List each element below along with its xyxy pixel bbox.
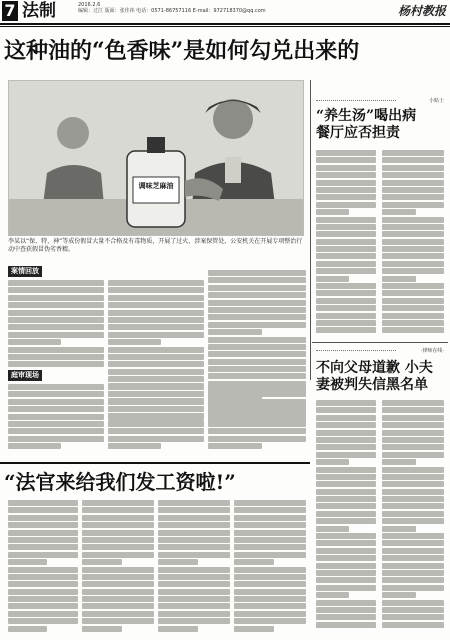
body-text-line (316, 444, 376, 450)
body-text-line (82, 507, 154, 513)
body-text-line (382, 313, 444, 319)
body-text-line (382, 150, 444, 156)
body-text-line (108, 414, 204, 420)
lead-column-1 (8, 280, 104, 374)
body-text-line (316, 533, 376, 539)
body-text-line (316, 503, 376, 509)
body-text-line (108, 406, 204, 412)
body-text-line (316, 224, 376, 230)
body-text-line (382, 268, 444, 274)
body-text-line (82, 559, 122, 565)
body-text-line (382, 194, 444, 200)
body-text-line (382, 305, 444, 311)
body-text-line (82, 581, 154, 587)
lead-column-5 (108, 384, 204, 456)
body-text-line (208, 300, 306, 306)
body-text-line (316, 150, 376, 156)
police-evidence-illustration (9, 81, 304, 236)
body-text-line (316, 217, 376, 223)
body-text-line (316, 180, 376, 186)
body-text-line (234, 530, 306, 536)
body-text-line (234, 552, 306, 558)
body-text-line (382, 511, 444, 517)
body-text-line (8, 618, 78, 624)
body-text-line (108, 280, 204, 286)
body-text-line (382, 217, 444, 223)
body-text-line (316, 239, 376, 245)
body-text-line (316, 422, 376, 428)
body-text-line (8, 443, 61, 449)
body-text-line (82, 618, 154, 624)
body-text-line (8, 626, 47, 632)
body-text-line (108, 332, 204, 338)
body-text-line (82, 567, 154, 573)
body-text-line (382, 180, 444, 186)
newspaper-brand: 杨村教报 (397, 4, 446, 18)
body-text-line (234, 611, 306, 617)
body-text-line (234, 603, 306, 609)
body-text-line (82, 589, 154, 595)
bottom-column-1 (8, 500, 78, 636)
body-text-line (316, 194, 376, 200)
body-text-line (82, 530, 154, 536)
body-text-line (316, 165, 376, 171)
body-text-line (316, 585, 376, 591)
body-text-line (8, 436, 104, 442)
sidebar-column-2 (382, 150, 444, 336)
body-text-line (382, 489, 444, 495)
body-text-line (382, 290, 444, 296)
bottom-headline: “法官来给我们发工资啦!” (4, 470, 236, 494)
body-text-line (382, 592, 416, 598)
body-text-line (158, 596, 230, 602)
body-text-line (234, 507, 306, 513)
body-text-line (108, 369, 204, 375)
body-text-line (158, 589, 230, 595)
body-text-line (8, 507, 78, 513)
body-text-line (8, 552, 78, 558)
body-text-line (208, 366, 306, 372)
body-text-line (108, 399, 204, 405)
body-text-line (8, 332, 104, 338)
body-text-line (108, 347, 204, 353)
body-text-line (382, 459, 416, 465)
column-divider (310, 80, 311, 380)
body-text-line (158, 537, 230, 543)
body-text-line (316, 327, 376, 333)
body-text-line (316, 313, 376, 319)
body-text-line (382, 518, 444, 524)
body-text-line (234, 522, 306, 528)
body-text-line (382, 231, 444, 237)
body-text-line (8, 611, 78, 617)
body-text-line (8, 295, 104, 301)
body-text-line (8, 310, 104, 316)
body-text-line (8, 603, 78, 609)
body-text-line (316, 555, 376, 561)
body-text-line (316, 437, 376, 443)
body-text-line (316, 577, 376, 583)
body-text-line (316, 518, 376, 524)
body-text-line (108, 376, 204, 382)
body-text-line (8, 428, 104, 434)
body-text-line (382, 474, 444, 480)
body-text-line (316, 563, 376, 569)
body-text-line (108, 295, 204, 301)
body-text-line (316, 407, 376, 413)
body-text-line (82, 552, 154, 558)
body-text-line (234, 559, 274, 565)
body-text-line (82, 611, 154, 617)
body-text-line (316, 209, 349, 215)
body-text-line (82, 522, 154, 528)
body-text-line (234, 567, 306, 573)
body-text-line (382, 320, 444, 326)
body-text-line (316, 511, 376, 517)
body-text-line (234, 574, 306, 580)
body-text-line (108, 384, 204, 390)
body-text-line (108, 287, 204, 293)
body-text-line (316, 467, 376, 473)
body-text-line (8, 339, 61, 345)
body-text-line (208, 307, 306, 313)
body-text-line (234, 626, 274, 632)
body-text-line (234, 581, 306, 587)
body-text-line (8, 515, 78, 521)
body-text-line (108, 302, 204, 308)
body-text-line (208, 329, 262, 335)
body-text-line (382, 600, 444, 606)
sidebar2-tag: ·律师在线· (316, 346, 444, 356)
body-text-line (208, 443, 262, 449)
body-text-line (8, 581, 78, 587)
body-text-line (316, 320, 376, 326)
body-text-line (208, 399, 306, 405)
body-text-line (158, 515, 230, 521)
bottom-column-3 (158, 500, 230, 636)
sidebar2-column-1 (316, 400, 376, 636)
body-text-line (158, 611, 230, 617)
body-text-line (382, 157, 444, 163)
body-text-line (316, 622, 376, 628)
body-text-line (316, 172, 376, 178)
body-text-line (8, 589, 78, 595)
sidebar-title: “养生汤”喝出病 餐厅应否担责 (316, 108, 417, 141)
body-text-line (108, 361, 204, 367)
lead-photo (8, 80, 304, 236)
body-text-line (208, 351, 306, 357)
body-text-line (382, 533, 444, 539)
body-text-line (316, 607, 376, 613)
body-text-line (316, 430, 376, 436)
page-header (0, 0, 450, 22)
body-text-line (316, 202, 376, 208)
body-text-line (316, 231, 376, 237)
body-text-line (108, 310, 204, 316)
body-text-line (82, 626, 122, 632)
body-text-line (382, 481, 444, 487)
body-text-line (316, 600, 376, 606)
case-review-label: 案情回放 (8, 266, 42, 277)
body-text-line (8, 302, 104, 308)
bottom-story-rule (0, 462, 310, 464)
body-text-line (316, 592, 349, 598)
photo-caption: 李某以“保、特、神”等成份假冒大量不合格及有毒物质，开展了过火，涉案保管处，公安机关在开展专项整治行动中查获假冒伪劣香精。 (8, 238, 303, 253)
body-text-line (158, 559, 198, 565)
body-text-line (316, 489, 376, 495)
body-text-line (316, 268, 376, 274)
body-text-line (108, 436, 204, 442)
body-text-line (8, 537, 78, 543)
sidebar-rule (312, 342, 448, 343)
body-text-line (158, 507, 230, 513)
body-text-line (8, 406, 104, 412)
body-text-line (158, 567, 230, 573)
body-text-line (382, 548, 444, 554)
body-text-line (208, 285, 306, 291)
body-text-line (316, 187, 376, 193)
body-text-line (316, 290, 376, 296)
body-text-line (8, 414, 104, 420)
body-text-line (208, 277, 306, 283)
body-text-line (8, 399, 104, 405)
body-text-line (108, 339, 161, 345)
body-text-line (158, 574, 230, 580)
body-text-line (316, 246, 376, 252)
body-text-line (158, 522, 230, 528)
body-text-line (316, 526, 349, 532)
body-text-line (208, 292, 306, 298)
body-text-line (158, 552, 230, 558)
body-text-line (382, 239, 444, 245)
body-text-line (382, 253, 444, 259)
body-text-line (316, 400, 376, 406)
body-text-line (382, 187, 444, 193)
body-text-line (382, 540, 444, 546)
body-text-line (382, 430, 444, 436)
body-text-line (382, 209, 416, 215)
body-text-line (382, 555, 444, 561)
body-text-line (208, 428, 306, 434)
body-text-line (208, 384, 306, 390)
body-text-line (208, 322, 306, 328)
body-text-line (82, 603, 154, 609)
body-text-line (234, 500, 306, 506)
body-text-line (8, 391, 104, 397)
body-text-line (8, 354, 104, 360)
body-text-line (316, 298, 376, 304)
body-text-line (208, 373, 306, 379)
body-text-line (316, 459, 349, 465)
body-text-line (316, 614, 376, 620)
body-text-line (382, 614, 444, 620)
body-text-line (8, 317, 104, 323)
body-text-line (82, 500, 154, 506)
body-text-line (382, 570, 444, 576)
section-title: 法制 (22, 1, 56, 21)
body-text-line (208, 270, 306, 276)
body-text-line (208, 314, 306, 320)
body-text-line (234, 589, 306, 595)
trial-scene-label: 庭审现场 (8, 370, 42, 381)
body-text-line (158, 603, 230, 609)
body-text-line (382, 165, 444, 171)
body-text-line (316, 452, 376, 458)
edition-meta (78, 2, 266, 14)
body-text-line (208, 414, 306, 420)
body-text-line (382, 261, 444, 267)
body-text-line (108, 324, 204, 330)
body-text-line (382, 526, 416, 532)
body-text-line (316, 276, 349, 282)
body-text-line (8, 559, 47, 565)
body-text-line (158, 581, 230, 587)
body-text-line (82, 537, 154, 543)
body-text-line (208, 337, 306, 343)
sidebar2-column-2 (382, 400, 444, 636)
bottle-label: 调味芝麻油 (138, 181, 174, 190)
body-text-line (208, 406, 306, 412)
body-text-line (382, 607, 444, 613)
body-text-line (316, 253, 376, 259)
sidebar2-title: 不向父母道歉 小夫妻被判失信黑名单 (316, 360, 433, 393)
body-text-line (382, 407, 444, 413)
body-text-line (208, 359, 306, 365)
body-text-line (382, 467, 444, 473)
body-text-line (316, 283, 376, 289)
body-text-line (316, 481, 376, 487)
body-text-line (382, 327, 444, 333)
body-text-line (8, 522, 78, 528)
header-rule (0, 23, 450, 25)
body-text-line (382, 622, 444, 628)
body-text-line (82, 596, 154, 602)
body-text-line (108, 443, 161, 449)
body-text-line (234, 515, 306, 521)
header-rule-thin (0, 26, 450, 27)
body-text-line (8, 544, 78, 550)
body-text-line (316, 540, 376, 546)
body-text-line (158, 530, 230, 536)
body-text-line (316, 548, 376, 554)
body-text-line (8, 347, 104, 353)
body-text-line (382, 202, 444, 208)
body-text-line (8, 567, 78, 573)
body-text-line (382, 276, 416, 282)
body-text-line (8, 596, 78, 602)
body-text-line (316, 415, 376, 421)
sidebar-tag: 小贴士 (316, 96, 444, 106)
body-text-line (382, 444, 444, 450)
body-text-line (382, 283, 444, 289)
body-text-line (158, 544, 230, 550)
body-text-line (158, 626, 198, 632)
body-text-line (316, 474, 376, 480)
body-text-line (382, 415, 444, 421)
body-text-line (8, 384, 104, 390)
bottom-column-2 (82, 500, 154, 636)
body-text-line (382, 585, 444, 591)
body-text-line (108, 354, 204, 360)
lead-headline: 这种油的“色香味”是如何勾兑出来的 (4, 38, 360, 64)
body-text-line (158, 500, 230, 506)
lead-column-6 (208, 384, 306, 456)
lead-column-4 (8, 384, 104, 456)
body-text-line (108, 317, 204, 323)
body-text-line (82, 544, 154, 550)
body-text-line (382, 437, 444, 443)
body-text-line (382, 563, 444, 569)
body-text-line (382, 503, 444, 509)
body-text-line (316, 570, 376, 576)
body-text-line (234, 537, 306, 543)
body-text-line (108, 428, 204, 434)
body-text-line (82, 515, 154, 521)
body-text-line (234, 618, 306, 624)
body-text-line (8, 530, 78, 536)
body-text-line (8, 574, 78, 580)
page-number: 7 (2, 1, 18, 21)
edition-date: 2016.2.6 (78, 2, 101, 8)
body-text-line (234, 544, 306, 550)
body-text-line (382, 422, 444, 428)
body-text-line (316, 496, 376, 502)
body-text-line (208, 421, 306, 427)
body-text-line (8, 287, 104, 293)
body-text-line (108, 421, 204, 427)
body-text-line (8, 361, 104, 367)
sidebar-column-1 (316, 150, 376, 336)
body-text-line (316, 261, 376, 267)
body-text-line (382, 224, 444, 230)
body-text-line (208, 391, 306, 397)
body-text-line (158, 618, 230, 624)
body-text-line (382, 246, 444, 252)
body-text-line (108, 391, 204, 397)
body-text-line (8, 421, 104, 427)
body-text-line (382, 452, 444, 458)
body-text-line (8, 280, 104, 286)
body-text-line (208, 436, 306, 442)
body-text-line (382, 496, 444, 502)
body-text-line (316, 305, 376, 311)
body-text-line (316, 157, 376, 163)
body-text-line (208, 344, 306, 350)
body-text-line (8, 324, 104, 330)
body-text-line (382, 400, 444, 406)
body-text-line (382, 577, 444, 583)
bottom-column-4 (234, 500, 306, 636)
body-text-line (8, 500, 78, 506)
body-text-line (82, 574, 154, 580)
body-text-line (382, 298, 444, 304)
body-text-line (234, 596, 306, 602)
body-text-line (382, 172, 444, 178)
edition-contacts: 编辑：过江 版面：张佳祎 电话：0571-86757116 E-mail：972718370@qq.com (78, 8, 266, 14)
